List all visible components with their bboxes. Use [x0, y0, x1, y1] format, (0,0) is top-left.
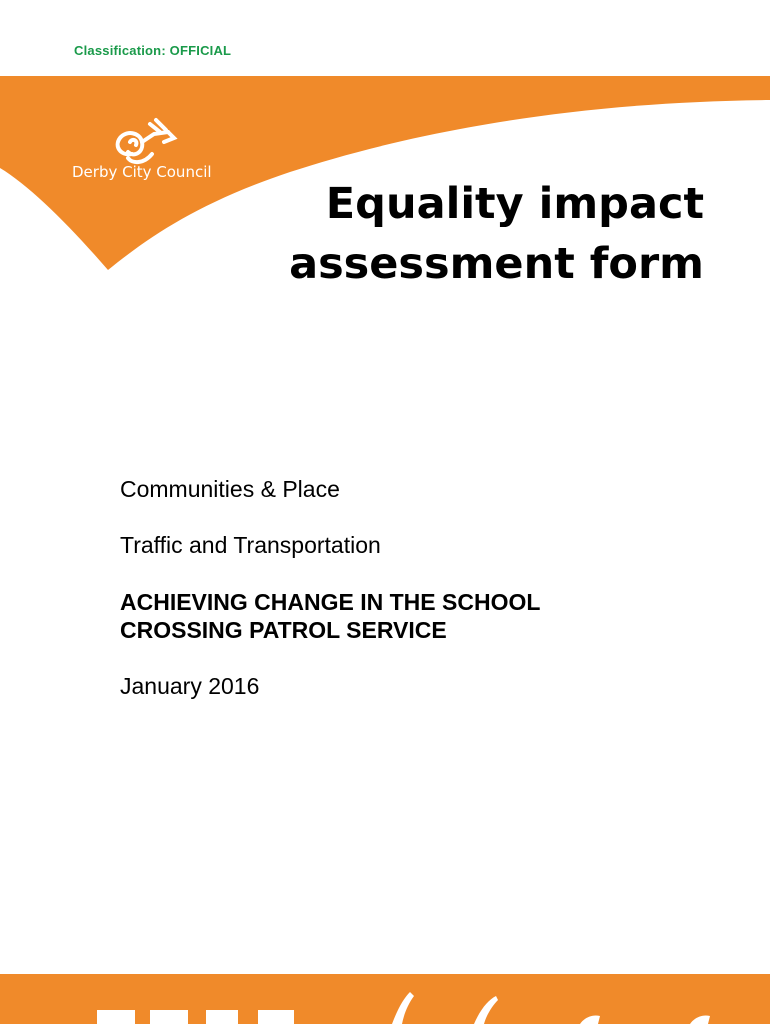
service-text: Traffic and Transportation: [120, 532, 381, 558]
title-line-2: assessment form: [289, 239, 704, 289]
project-title-line-2: CROSSING PATROL SERVICE: [120, 617, 447, 643]
project-title: [120, 588, 640, 644]
document-date: January 2016: [120, 673, 260, 699]
footer-brand-logo: [0, 974, 770, 1024]
document-title: [289, 174, 704, 294]
council-wordmark: Derby City Council: [72, 163, 212, 181]
project-title-line-1: ACHIEVING CHANGE IN THE SCHOOL: [120, 589, 541, 615]
classification-label: Classification: OFFICIAL: [74, 43, 232, 58]
title-line-1: Equality impact: [325, 179, 704, 229]
directorate-text: Communities & Place: [120, 476, 340, 502]
